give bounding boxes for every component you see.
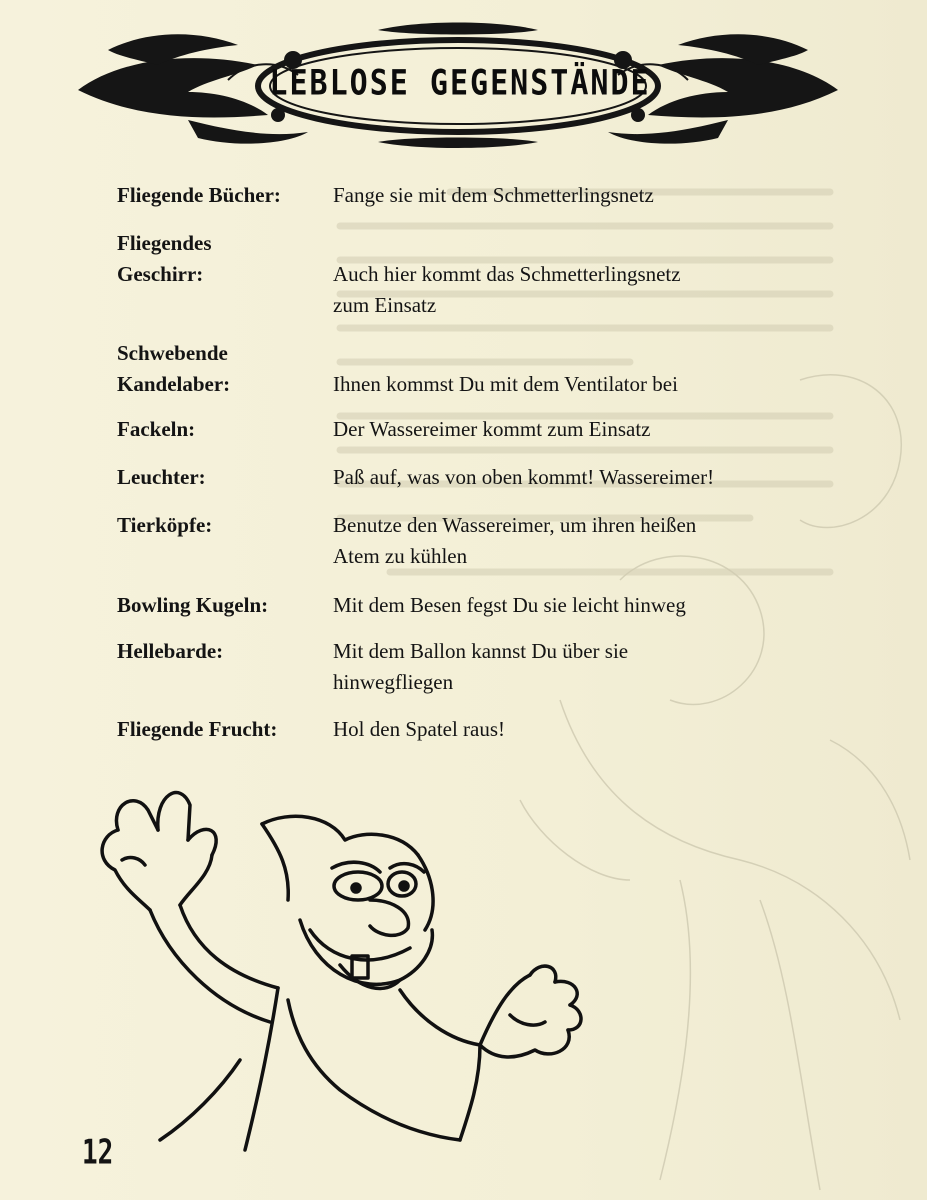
entry-description: Paß auf, was von oben kommt! Wassereimer! [333,465,715,489]
entry-term: Tierköpfe: [117,513,213,537]
entry-term: Bowling Kugeln: [117,593,269,617]
entry-description: Mit dem Besen fegst Du sie leicht hinweg [333,593,686,617]
entry-description: Ihnen kommst Du mit dem Ventilator bei [333,372,678,396]
entry-term: Hellebarde: [117,639,224,663]
entry-description: Hol den Spatel raus! [333,717,506,741]
page-title: LEBLOSE GEGENSTÄNDE [269,62,651,104]
entry-term: Fliegende Bücher: [117,183,281,207]
entry-term: Schwebende Kandelaber: [117,341,231,396]
entry-description: Fange sie mit dem Schmetterlingsnetz [333,183,654,207]
entry-term: Fliegende Frucht: [117,717,278,741]
entry-description: Benutze den Wassereimer, um ihren heißen Atem zu kühlen [333,513,697,568]
entry-term: Fackeln: [117,417,196,441]
entry-description: Der Wassereimer kommt zum Einsatz [333,417,651,441]
page-number: 12 [82,1133,114,1173]
entry-description: Auch hier kommt das Schmetterlingsnetz zum Einsatz [333,262,681,317]
entry-term: Leuchter: [117,465,206,489]
entry-term: Fliegendes Geschirr: [117,231,212,286]
entry-description: Mit dem Ballon kannst Du über sie hinwegfliegen [333,639,629,694]
cartoon-ghost-illustration [40,760,660,1160]
